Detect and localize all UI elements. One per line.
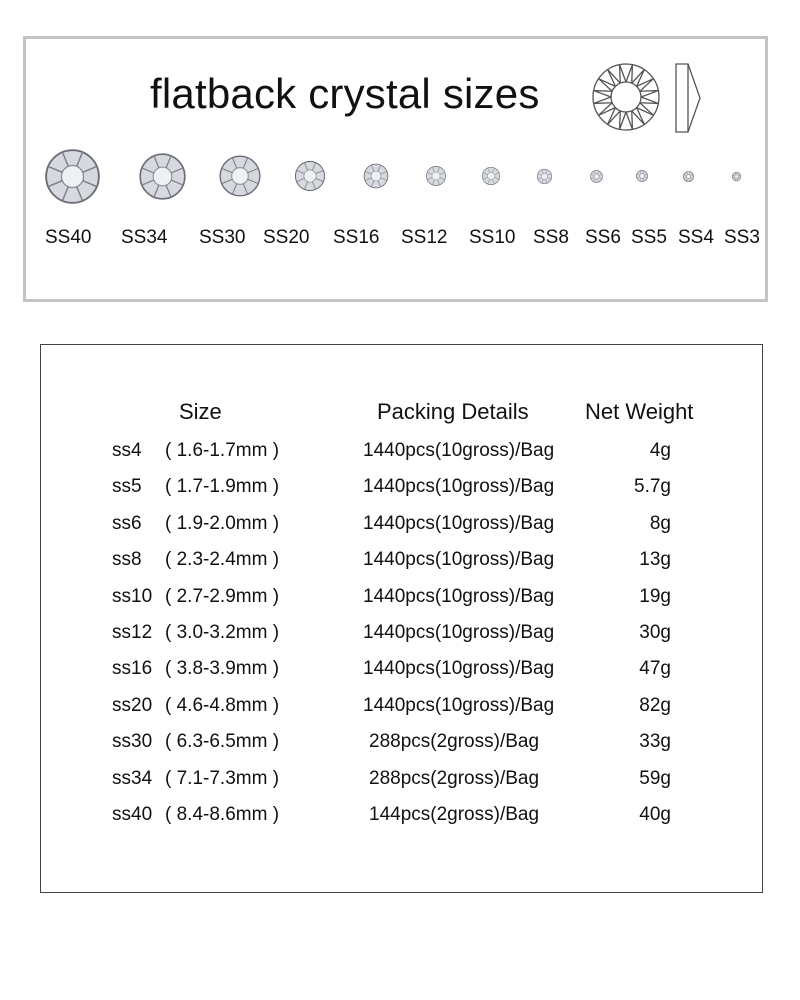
gem-label-ss10: SS10 [469, 227, 516, 248]
header-net-weight: Net Weight [585, 399, 694, 424]
gem-label-ss12: SS12 [401, 227, 448, 248]
gem-label-ss16: SS16 [333, 227, 380, 248]
gem-label-ss20: SS20 [263, 227, 310, 248]
row-net-weight: 5.7g [634, 476, 671, 497]
row-size-code: ss20 [112, 695, 153, 716]
crystal-ss20-icon [293, 159, 327, 193]
crystal-ss16-icon [362, 162, 390, 190]
row-net-weight: 40g [639, 804, 671, 825]
row-size-range: ( 1.7-1.9mm ) [165, 476, 280, 497]
gem-label-ss40: SS40 [45, 227, 92, 248]
crystal-ss10-icon [480, 165, 502, 187]
row-net-weight: 33g [639, 731, 671, 752]
crystal-ss30-icon [218, 154, 262, 198]
crystal-top-view-icon [593, 64, 659, 130]
row-packing-details: 1440pcs(10gross)/Bag [363, 513, 555, 534]
crystal-diagram-icon [588, 58, 703, 138]
row-size-code: ss12 [112, 622, 153, 643]
gem-label-ss3: SS3 [724, 227, 760, 248]
row-packing-details: 1440pcs(10gross)/Bag [363, 476, 555, 497]
gem-label-ss30: SS30 [199, 227, 246, 248]
crystal-ss3-icon [730, 170, 743, 183]
crystal-ss40-icon [44, 148, 101, 205]
gem-label-ss4: SS4 [678, 227, 714, 248]
row-size-range: ( 4.6-4.8mm ) [165, 695, 280, 716]
row-net-weight: 47g [639, 658, 671, 679]
row-size-range: ( 6.3-6.5mm ) [165, 731, 280, 752]
row-size-code: ss30 [112, 731, 153, 752]
header-packing-details: Packing Details [377, 399, 529, 424]
row-size-range: ( 2.7-2.9mm ) [165, 586, 280, 607]
row-size-range: ( 1.9-2.0mm ) [165, 513, 280, 534]
row-size-range: ( 8.4-8.6mm ) [165, 804, 280, 825]
row-size-code: ss40 [112, 804, 153, 825]
row-packing-details: 1440pcs(10gross)/Bag [363, 586, 555, 607]
crystal-ss5-icon [634, 168, 650, 184]
row-net-weight: 82g [639, 695, 671, 716]
row-size-range: ( 3.0-3.2mm ) [165, 622, 280, 643]
row-size-code: ss5 [112, 476, 142, 497]
row-size-code: ss34 [112, 768, 153, 789]
row-size-range: ( 7.1-7.3mm ) [165, 768, 280, 789]
row-packing-details: 1440pcs(10gross)/Bag [363, 695, 555, 716]
crystal-ss12-icon [424, 164, 448, 188]
row-size-code: ss4 [112, 440, 142, 461]
row-packing-details: 288pcs(2gross)/Bag [369, 768, 540, 789]
crystal-side-view-icon [676, 64, 700, 132]
row-net-weight: 8g [649, 513, 671, 534]
header-size: Size [179, 399, 222, 424]
row-packing-details: 288pcs(2gross)/Bag [369, 731, 540, 752]
row-net-weight: 19g [639, 586, 671, 607]
gem-label-ss5: SS5 [631, 227, 667, 248]
row-net-weight: 30g [639, 622, 671, 643]
row-size-code: ss16 [112, 658, 153, 679]
row-size-range: ( 3.8-3.9mm ) [165, 658, 280, 679]
crystal-ss4-icon [681, 169, 696, 184]
row-packing-details: 1440pcs(10gross)/Bag [363, 549, 555, 570]
row-packing-details: 1440pcs(10gross)/Bag [363, 622, 555, 643]
row-net-weight: 4g [649, 440, 671, 461]
row-packing-details: 144pcs(2gross)/Bag [369, 804, 540, 825]
row-packing-details: 1440pcs(10gross)/Bag [363, 658, 555, 679]
row-size-code: ss10 [112, 586, 153, 607]
crystal-ss6-icon [588, 168, 605, 185]
gem-label-ss8: SS8 [533, 227, 569, 248]
row-net-weight: 13g [639, 549, 671, 570]
row-size-code: ss6 [112, 513, 142, 534]
crystal-ss34-icon [138, 152, 187, 201]
gem-label-ss34: SS34 [121, 227, 168, 248]
page-title: flatback crystal sizes [150, 70, 540, 117]
row-size-range: ( 2.3-2.4mm ) [165, 549, 280, 570]
row-packing-details: 1440pcs(10gross)/Bag [363, 440, 555, 461]
gem-label-ss6: SS6 [585, 227, 621, 248]
crystal-ss8-icon [535, 167, 554, 186]
row-size-code: ss8 [112, 549, 142, 570]
row-size-range: ( 1.6-1.7mm ) [165, 440, 280, 461]
row-net-weight: 59g [639, 768, 671, 789]
